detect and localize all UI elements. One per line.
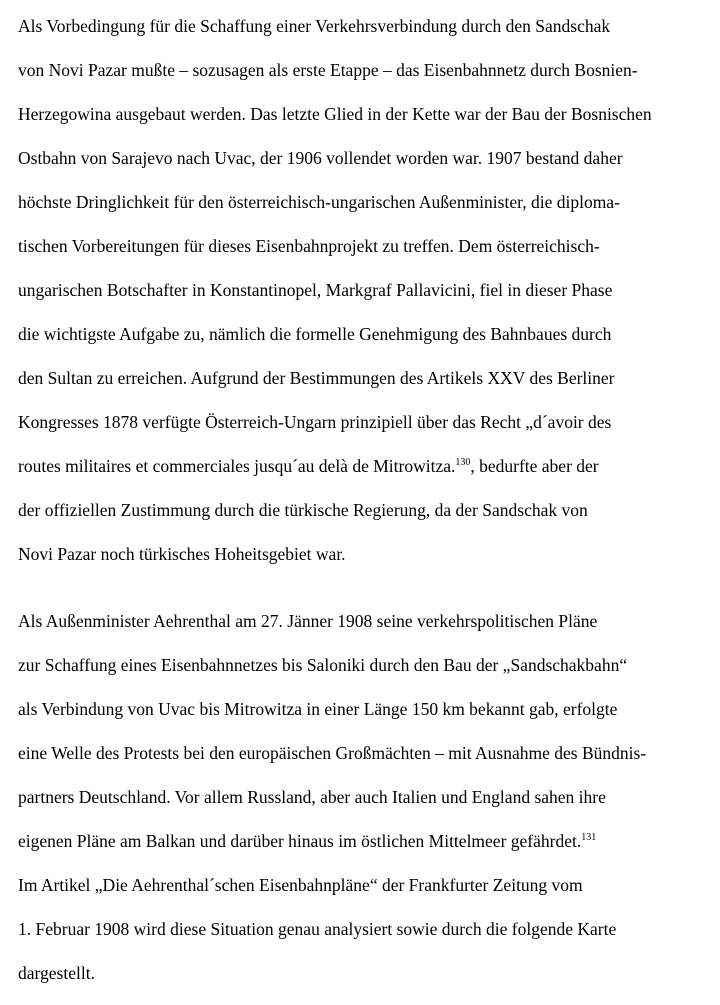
text-line: Kongresses 1878 verfügte Österreich-Ungarn prinzipiell über das Recht „d´avoir des — [18, 412, 612, 432]
text-line: Als Vorbedingung für die Schaffung einer Verkehrsverbindung durch den Sandschak — [18, 16, 611, 36]
footnote-marker: 131 — [581, 832, 597, 844]
text-line: der offiziellen Zustimmung durch die türkische Regierung, da der Sandschak von — [18, 500, 588, 520]
text-line: Herzegowina ausgebaut werden. Das letzte Glied in der Kette war der Bau der Bosnischen — [18, 104, 652, 124]
text-line: als Verbindung von Uvac bis Mitrowitza in einer Länge 150 km bekannt gab, erfolgte — [18, 699, 618, 719]
text-line: zur Schaffung eines Eisenbahnnetzes bis Saloniki durch den Bau der „Sandschakbahn“ — [18, 655, 628, 675]
text-line: Ostbahn von Sarajevo nach Uvac, der 1906 vollendet worden war. 1907 bestand daher — [18, 148, 623, 168]
text-line: ungarischen Botschafter in Konstantinopel, Markgraf Pallavicini, fiel in dieser Phase — [18, 280, 613, 300]
text-line: Im Artikel „Die Aehrenthal´schen Eisenbahnpläne“ der Frankfurter Zeitung vom — [18, 875, 583, 895]
text-segment: , bedurfte aber der — [470, 456, 599, 476]
text-segment: eigenen Pläne am Balkan und darüber hinaus im östlichen Mittelmeer gefährdet. — [18, 831, 582, 851]
text-line: den Sultan zu erreichen. Aufgrund der Bestimmungen des Artikels XXV des Berliner — [18, 368, 615, 388]
text-line: die wichtigste Aufgabe zu, nämlich die formelle Genehmigung des Bahnbaues durch — [18, 324, 612, 344]
text-line: partners Deutschland. Vor allem Russland, aber auch Italien und England sahen ihre — [18, 787, 606, 807]
footnote-marker: 130 — [455, 457, 471, 469]
text-line — [18, 830, 596, 852]
text-line: eine Welle des Protests bei den europäischen Großmächten – mit Ausnahme des Bündnis- — [18, 743, 647, 763]
text-line: 1. Februar 1908 wird diese Situation genau analysiert sowie durch die folgende Karte — [18, 919, 617, 939]
text-line: von Novi Pazar mußte – sozusagen als erste Etappe – das Eisenbahnnetz durch Bosnien- — [18, 60, 638, 80]
text-line: höchste Dringlichkeit für den österreichisch-ungarischen Außenminister, die diploma- — [18, 192, 620, 212]
text-line: dargestellt. — [18, 963, 95, 983]
text-line: tischen Vorbereitungen für dieses Eisenbahnprojekt zu treffen. Dem österreichisch- — [18, 236, 600, 256]
text-segment: routes militaires et commerciales jusqu´au delà de Mitrowitza. — [18, 456, 456, 476]
text-line — [18, 455, 599, 477]
text-line: Novi Pazar noch türkisches Hoheitsgebiet war. — [18, 544, 346, 564]
text-line: Als Außenminister Aehrenthal am 27. Jänner 1908 seine verkehrspolitischen Pläne — [18, 611, 598, 631]
